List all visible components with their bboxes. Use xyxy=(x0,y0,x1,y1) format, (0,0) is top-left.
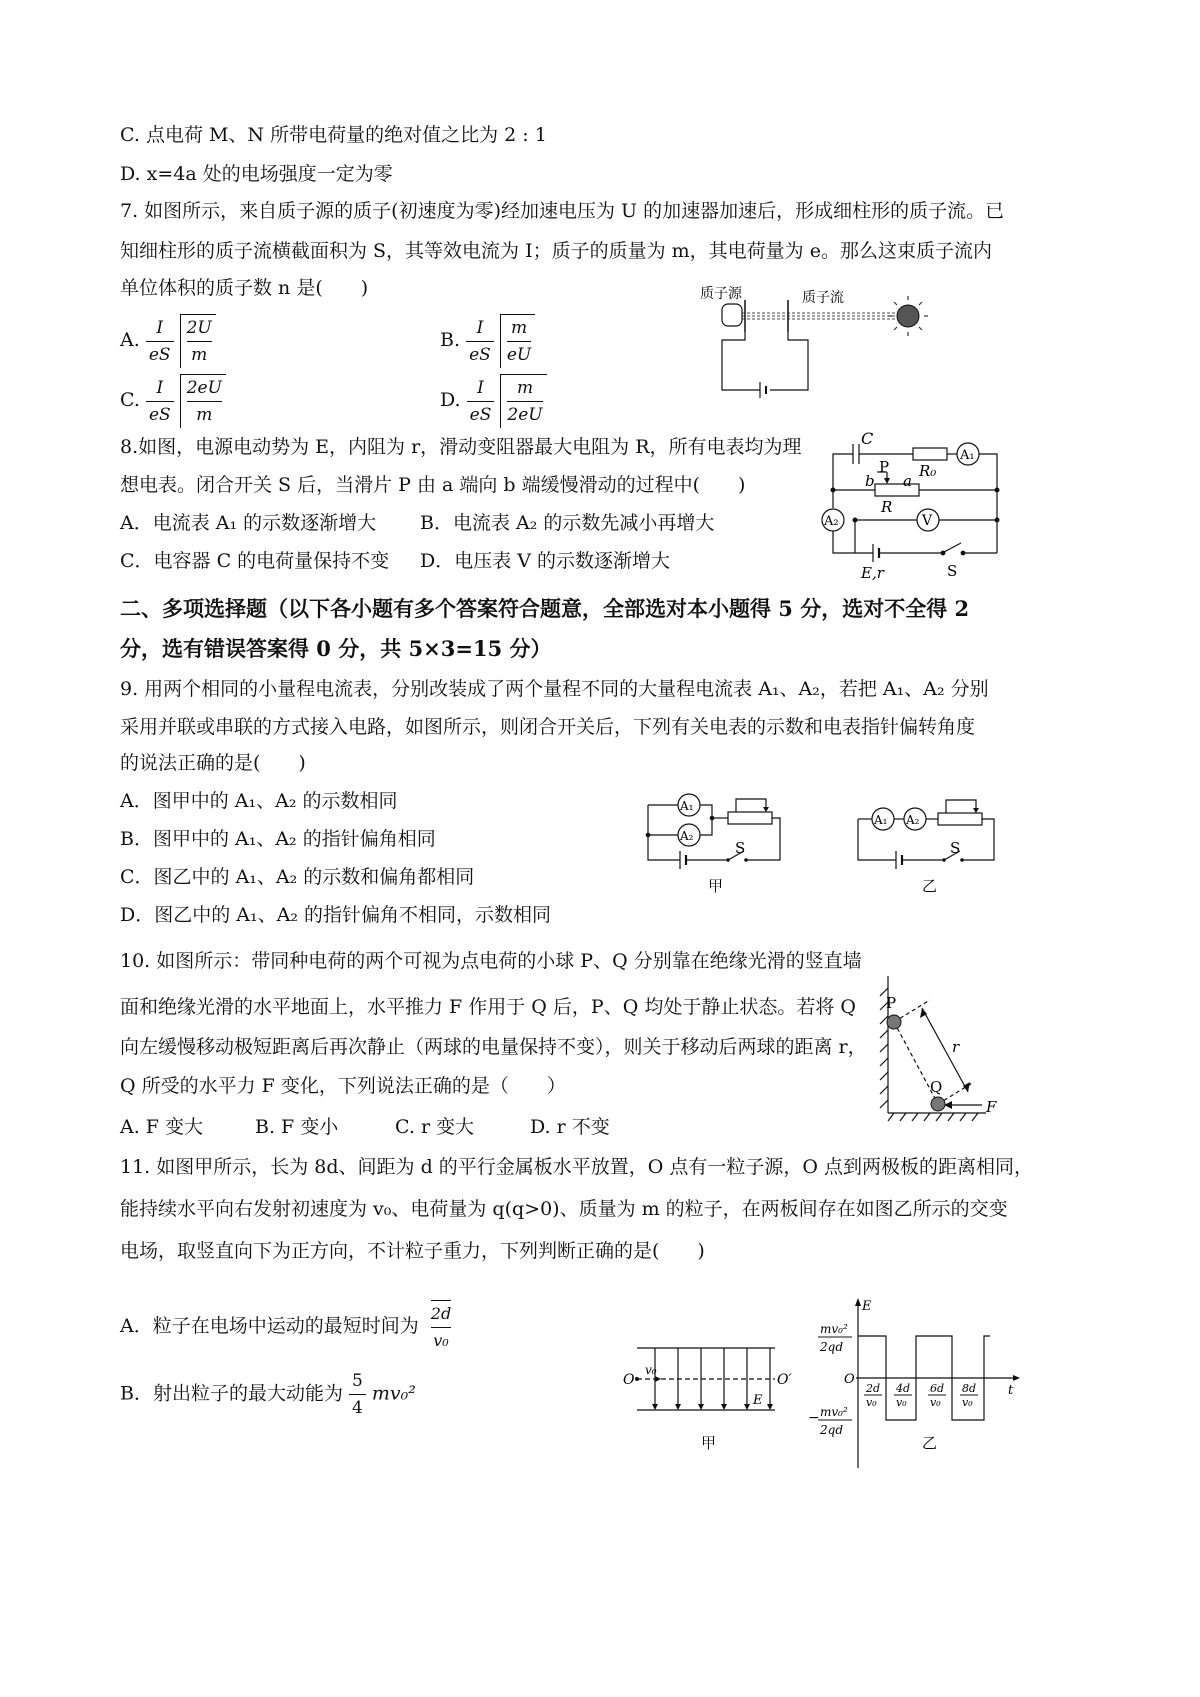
ball-q xyxy=(931,1097,945,1111)
q7-option-c: C. $\frac{I}{eS}$ $\frac{2eU}{m}$ xyxy=(120,374,226,428)
q7-stem-line1: 7. 如图所示，来自质子源的质子(初速度为零)经加速电压为 U 的加速器加速后，形成细柱形的质子流。已 xyxy=(120,200,1005,222)
tick-4d-denominator: v₀ xyxy=(896,1396,907,1409)
q9-option-b: B．图甲中的 A₁、A₂ 的指针偏角相同 xyxy=(120,828,436,850)
proton-source-icon xyxy=(722,304,742,326)
q11-figure-jia xyxy=(615,1338,805,1468)
q10-option-c: C. r 变大 xyxy=(395,1116,475,1138)
figure-caption-yi: 乙 xyxy=(922,1434,938,1452)
tick-6d-numerator: 6d xyxy=(930,1382,945,1395)
tick-6d-denominator: v₀ xyxy=(930,1396,941,1409)
q7-stem-line2: 知细柱形的质子流横截面积为 S，其等效电流为 I；质子的质量为 m，其电荷量为 e。那么这束质子流内 xyxy=(120,240,992,262)
q11-option-a: A．粒子在电场中运动的最短时间为 $\frac{2d}{\text{v₀}}$ xyxy=(120,1300,455,1354)
q9-figure-yi xyxy=(850,785,1020,905)
sqrt-fraction: $\frac{2U}{m}$ xyxy=(180,314,216,368)
fraction: $\frac{I}{eS}$ xyxy=(467,375,495,428)
fraction: $\frac{I}{eS}$ xyxy=(146,315,174,368)
q10-stem-line1: 10. 如图所示：带同种电荷的两个可视为点电荷的小球 P、Q 分别靠在绝缘光滑的竖直墙 xyxy=(120,950,862,972)
switch-label: S xyxy=(950,839,961,857)
q11-stem-line1: 11. 如图甲所示，长为 8d、间距为 d 的平行金属板水平放置，O 点有一粒子源，O 点到两极板的距离相同， xyxy=(120,1156,1034,1178)
v0-label: v₀ xyxy=(645,1363,657,1377)
ball-q-label: Q xyxy=(930,1078,943,1096)
q8-option-a: A．电流表 A₁ 的示数逐渐增大 xyxy=(120,512,377,534)
q6-option-d: D. x=4a 处的电场强度一定为零 xyxy=(120,163,393,185)
end-a-label: a xyxy=(903,472,912,490)
axis-t-label: t xyxy=(1008,1383,1014,1398)
sqrt-fraction: $\frac{2d}{\text{v₀}}$ xyxy=(425,1300,455,1354)
q10-stem-line4: Q 所受的水平力 F 变化，下列说法正确的是（ ） xyxy=(120,1075,566,1097)
figure-caption-jia: 甲 xyxy=(701,1434,717,1452)
minus-sign: − xyxy=(808,1410,820,1426)
section2-heading-line2: 分，选有错误答案得 0 分，共 5×3=15 分） xyxy=(120,636,552,661)
q10-figure-wall-balls xyxy=(870,968,1010,1133)
sqrt-fraction: $\frac{m}{2eU}$ xyxy=(500,374,546,428)
ammeter-a2-label: A₂ xyxy=(824,514,839,529)
q11-option-b: B．射出粒子的最大动能为 $\frac{5}{4}$ mv₀² xyxy=(120,1368,416,1421)
q8-figure-circuit xyxy=(815,428,1035,588)
section2-heading-line1: 二、多项选择题（以下各小题有多个答案符合题意，全部选对本小题得 5 分，选对不全得 2 xyxy=(120,596,970,621)
switch-label: S xyxy=(735,839,746,857)
q9-stem-line3: 的说法正确的是( ) xyxy=(120,752,306,774)
switch-label: S xyxy=(947,562,958,580)
figure-caption-yi: 乙 xyxy=(922,877,938,895)
q10-option-d: D. r 不变 xyxy=(530,1116,610,1138)
force-f-label: F xyxy=(986,1098,997,1116)
q10-option-b: B. F 变小 xyxy=(255,1116,339,1138)
q9-stem-line1: 9. 用两个相同的小量程电流表，分别改装成了两个量程不同的大量程电流表 A₁、A₂，若把 A₁、A₂ 分别 xyxy=(120,678,989,700)
q6-option-c: C. 点电荷 M、N 所带电荷量的绝对值之比为 2 : 1 xyxy=(120,124,547,146)
source-label: E,r xyxy=(861,564,884,582)
field-e-label: E xyxy=(753,1393,763,1408)
q9-figure-jia xyxy=(640,785,800,905)
q10-option-a: A. F 变大 xyxy=(120,1116,204,1138)
ammeter-a1-label: A₁ xyxy=(680,799,694,813)
capacitor-label: C xyxy=(861,429,874,448)
tick-8d-numerator: 8d xyxy=(962,1382,977,1395)
top-level-denominator: 2qd xyxy=(820,1340,843,1354)
point-o-prime-label: O′ xyxy=(777,1372,792,1388)
q8-stem-line1: 8.如图，电源电动势为 E，内阻为 r，滑动变阻器最大电阻为 R，所有电表均为理 xyxy=(120,436,802,458)
r0-label: R₀ xyxy=(919,462,937,480)
sqrt-fraction: $\frac{m}{eU}$ xyxy=(500,314,535,368)
ammeter-a2-label: A₂ xyxy=(906,813,920,827)
tick-8d-denominator: v₀ xyxy=(962,1396,973,1409)
ammeter-a2-label: A₂ xyxy=(680,829,694,843)
q9-option-c: C．图乙中的 A₁、A₂ 的示数和偏角都相同 xyxy=(120,866,475,888)
proton-stream-label: 质子流 xyxy=(802,290,844,306)
top-level-numerator: mv₀² xyxy=(820,1322,848,1336)
q10-stem-line3: 向左缓慢移动极短距离后再次静止（两球的电量保持不变），则关于移动后两球的距离 r， xyxy=(120,1036,867,1058)
ammeter-a1-label: A₁ xyxy=(960,448,975,463)
target-icon xyxy=(897,305,919,327)
distance-r-label: r xyxy=(952,1038,960,1056)
ball-p xyxy=(887,1015,901,1029)
point-o-label: O xyxy=(623,1372,635,1388)
fraction: $\frac{I}{eS}$ xyxy=(146,375,174,428)
axis-e-label: E xyxy=(862,1299,872,1314)
q8-stem-line2: 想电表。闭合开关 S 后，当滑片 P 由 a 端向 b 端缓慢滑动的过程中( ) xyxy=(120,474,746,496)
figure-caption-jia: 甲 xyxy=(708,877,724,895)
q11-stem-line3: 电场，取竖直向下为正方向，不计粒子重力，下列判断正确的是( ) xyxy=(120,1240,705,1262)
tick-4d-numerator: 4d xyxy=(896,1382,911,1395)
ammeter-a1-label: A₁ xyxy=(874,813,888,827)
q9-stem-line2: 采用并联或串联的方式接入电路，如图所示，则闭合开关后，下列有关电表的示数和电表指针偏转角度 xyxy=(120,716,976,738)
bottom-level-numerator: mv₀² xyxy=(820,1405,848,1419)
slider-p-label: P xyxy=(879,458,890,476)
voltmeter-label: V xyxy=(922,513,933,529)
q9-option-a: A．图甲中的 A₁、A₂ 的示数相同 xyxy=(120,790,398,812)
q7-option-d: D. $\frac{I}{eS}$ $\frac{m}{2eU}$ xyxy=(440,374,547,428)
sqrt-fraction: $\frac{2eU}{m}$ xyxy=(180,374,226,428)
q7-figure-accelerator xyxy=(690,282,1020,402)
rheostat-label: R xyxy=(881,498,893,516)
tick-2d-numerator: 2d xyxy=(866,1382,881,1395)
q11-stem-line2: 能持续水平向右发射初速度为 v₀、电荷量为 q(q>0)、质量为 m 的粒子，在两板间存在如图乙所示的交变 xyxy=(120,1198,1008,1220)
ball-p-label: P xyxy=(886,994,897,1012)
q9-option-d: D．图乙中的 A₁、A₂ 的指针偏角不相同，示数相同 xyxy=(120,904,551,926)
bottom-level-denominator: 2qd xyxy=(820,1423,843,1437)
q8-option-b: B．电流表 A₂ 的示数先减小再增大 xyxy=(420,512,715,534)
q7-option-b: B. $\frac{I}{eS}$ $\frac{m}{eU}$ xyxy=(440,314,535,368)
tick-2d-denominator: v₀ xyxy=(866,1396,877,1409)
fraction: $\frac{5}{4}$ xyxy=(349,1368,366,1421)
q8-option-c: C．电容器 C 的电荷量保持不变 xyxy=(120,550,390,572)
q7-stem-line3: 单位体积的质子数 n 是( ) xyxy=(120,277,369,299)
fraction: $\frac{I}{eS}$ xyxy=(466,315,494,368)
q11-figure-yi xyxy=(808,1296,1028,1476)
q10-stem-line2: 面和绝缘光滑的水平地面上，水平推力 F 作用于 Q 后，P、Q 均处于静止状态。若将 Q xyxy=(120,996,856,1018)
origin-label: O xyxy=(844,1372,855,1387)
proton-source-label: 质子源 xyxy=(700,286,742,302)
end-b-label: b xyxy=(865,472,875,490)
q8-option-d: D．电压表 V 的示数逐渐增大 xyxy=(420,550,671,572)
q7-option-a: A. $\frac{I}{eS}$ $\frac{2U}{m}$ xyxy=(120,314,216,368)
